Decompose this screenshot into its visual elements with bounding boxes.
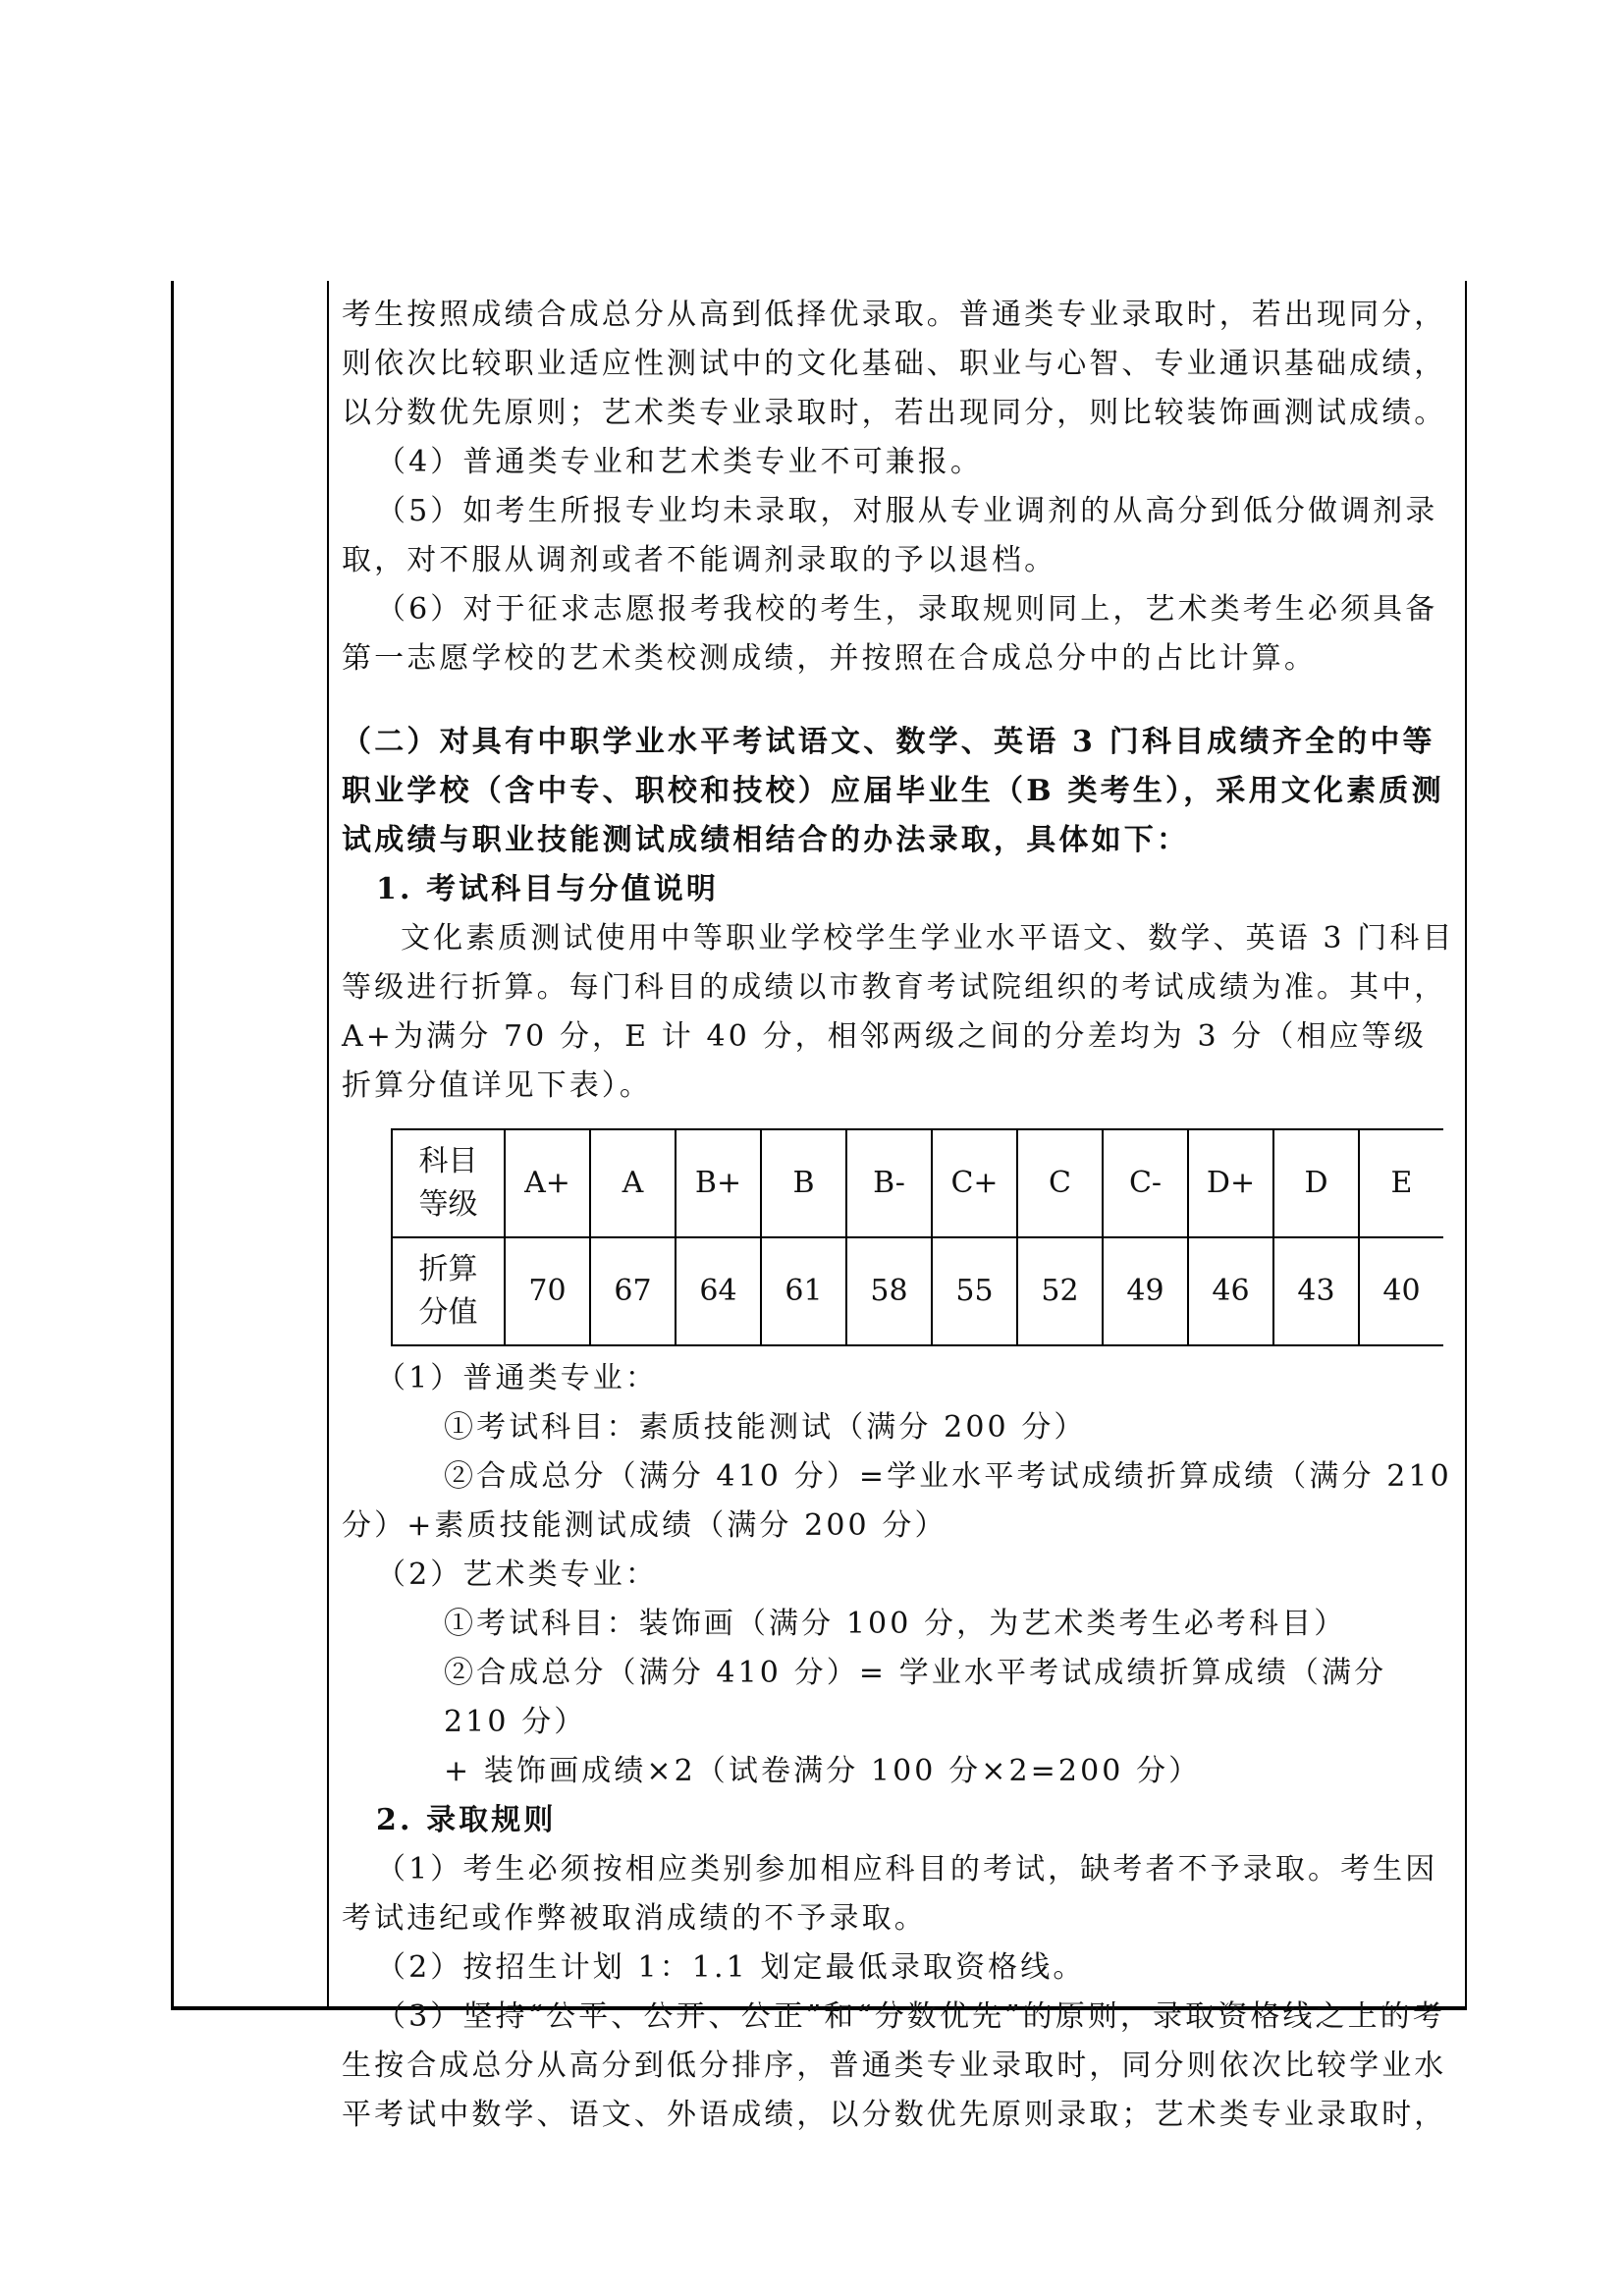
score-cell: 55 (932, 1237, 1017, 1345)
rule-3: （3）坚持“公平、公开、公正”和“分数优先”的原则，录取资格线之上的考生按合成总分从高分到低分排序，普通类专业录取时，同分则依次比较学业水平考试中数学、语文、外语成绩，以分数优先原则录取；艺术类专业录取时， (342, 1999, 1447, 2132)
right-border (1465, 281, 1467, 2010)
subsection-1-paragraph: 文化素质测试使用中等职业学校学生学业水平语文、数学、英语 3 门科目等级进行折算。每门科目的成绩以市教育考试院组织的考试成绩为准。其中，A+为满分 70 分，E 计 40 分，相邻两级之间的分差均为 3 分（相应等级折算分值详见下表）。 (342, 921, 1455, 1103)
grade-cell: C (1017, 1129, 1103, 1237)
score-cell: 46 (1188, 1237, 1273, 1345)
subsection-2-title: 2. 录取规则 (376, 1803, 557, 1837)
art-total-score-line2: + 装饰画成绩×2（试卷满分 100 分×2=200 分） (444, 1754, 1202, 1788)
grade-cell: B- (846, 1129, 932, 1237)
grade-cell: C- (1103, 1129, 1188, 1237)
item-6: （6）对于征求志愿报考我校的考生，录取规则同上，艺术类考生必须具备第一志愿学校的艺术类校测成绩，并按照在合成总分中的占比计算。 (342, 592, 1438, 676)
subsection-1-title: 1. 考试科目与分值说明 (376, 872, 719, 906)
score-cell: 64 (676, 1237, 761, 1345)
grade-cell: A+ (505, 1129, 590, 1237)
score-header-cell: 折算 分值 (392, 1237, 505, 1345)
item-5: （5）如考生所报专业均未录取，对服从专业调剂的从高分到低分做调剂录取，对不服从调剂或者不能调剂录取的予以退档。 (342, 494, 1438, 577)
rule-1: （1）考生必须按相应类别参加相应科目的考试，缺考者不予录取。考生因考试违纪或作弊被取消成绩的不予录取。 (342, 1852, 1438, 1936)
general-exam-subject: ①考试科目：素质技能测试（满分 200 分） (444, 1410, 1087, 1445)
item-4: （4）普通类专业和艺术类专业不可兼报。 (376, 445, 983, 479)
grade-cell: B (761, 1129, 846, 1237)
grade-cell: C+ (932, 1129, 1017, 1237)
table-row-grades (392, 1129, 1443, 1237)
document-content (342, 291, 1455, 2140)
art-major-title: （2）艺术类专业： (376, 1558, 658, 1592)
grade-cell: D (1273, 1129, 1359, 1237)
score-cell: 43 (1273, 1237, 1359, 1345)
score-cell: 49 (1103, 1237, 1188, 1345)
score-cell: 40 (1359, 1237, 1443, 1345)
grade-cell: E (1359, 1129, 1443, 1237)
art-exam-subject: ①考试科目：装饰画（满分 100 分，为艺术类考生必考科目） (444, 1607, 1347, 1641)
grade-cell: D+ (1188, 1129, 1273, 1237)
paragraph-continued: 考生按照成绩合成总分从高到低择优录取。普通类专业录取时，若出现同分，则依次比较职业适应性测试中的文化基础、职业与心智、专业通识基础成绩，以分数优先原则；艺术类专业录取时，若出现同分，则比较装饰画测试成绩。 (342, 298, 1447, 430)
left-border (171, 281, 174, 2010)
column-divider (327, 281, 329, 2010)
score-cell: 52 (1017, 1237, 1103, 1345)
grade-header-cell: 科目 等级 (392, 1129, 505, 1237)
score-cell: 61 (761, 1237, 846, 1345)
art-total-score-line1: ②合成总分（满分 410 分）= 学业水平考试成绩折算成绩（满分 210 分） (444, 1656, 1387, 1739)
score-cell: 67 (590, 1237, 676, 1345)
section-2-heading: （二）对具有中职学业水平考试语文、数学、英语 3 门科目成绩齐全的中等职业学校（含中专、职校和技校）应届毕业生（B 类考生），采用文化素质测试成绩与职业技能测试成绩相结合的办法录取，具体如下： (342, 725, 1444, 857)
grade-cell: A (590, 1129, 676, 1237)
general-total-score: ②合成总分（满分 410 分）=学业水平考试成绩折算成绩（满分 210 分）+素质技能测试成绩（满分 200 分） (342, 1459, 1452, 1543)
general-major-title: （1）普通类专业： (376, 1361, 658, 1395)
grade-conversion-table (391, 1128, 1443, 1346)
score-cell: 70 (505, 1237, 590, 1345)
grade-cell: B+ (676, 1129, 761, 1237)
score-cell: 58 (846, 1237, 932, 1345)
table-row-scores (392, 1237, 1443, 1345)
rule-2: （2）按招生计划 1：1.1 划定最低录取资格线。 (376, 1950, 1086, 1985)
